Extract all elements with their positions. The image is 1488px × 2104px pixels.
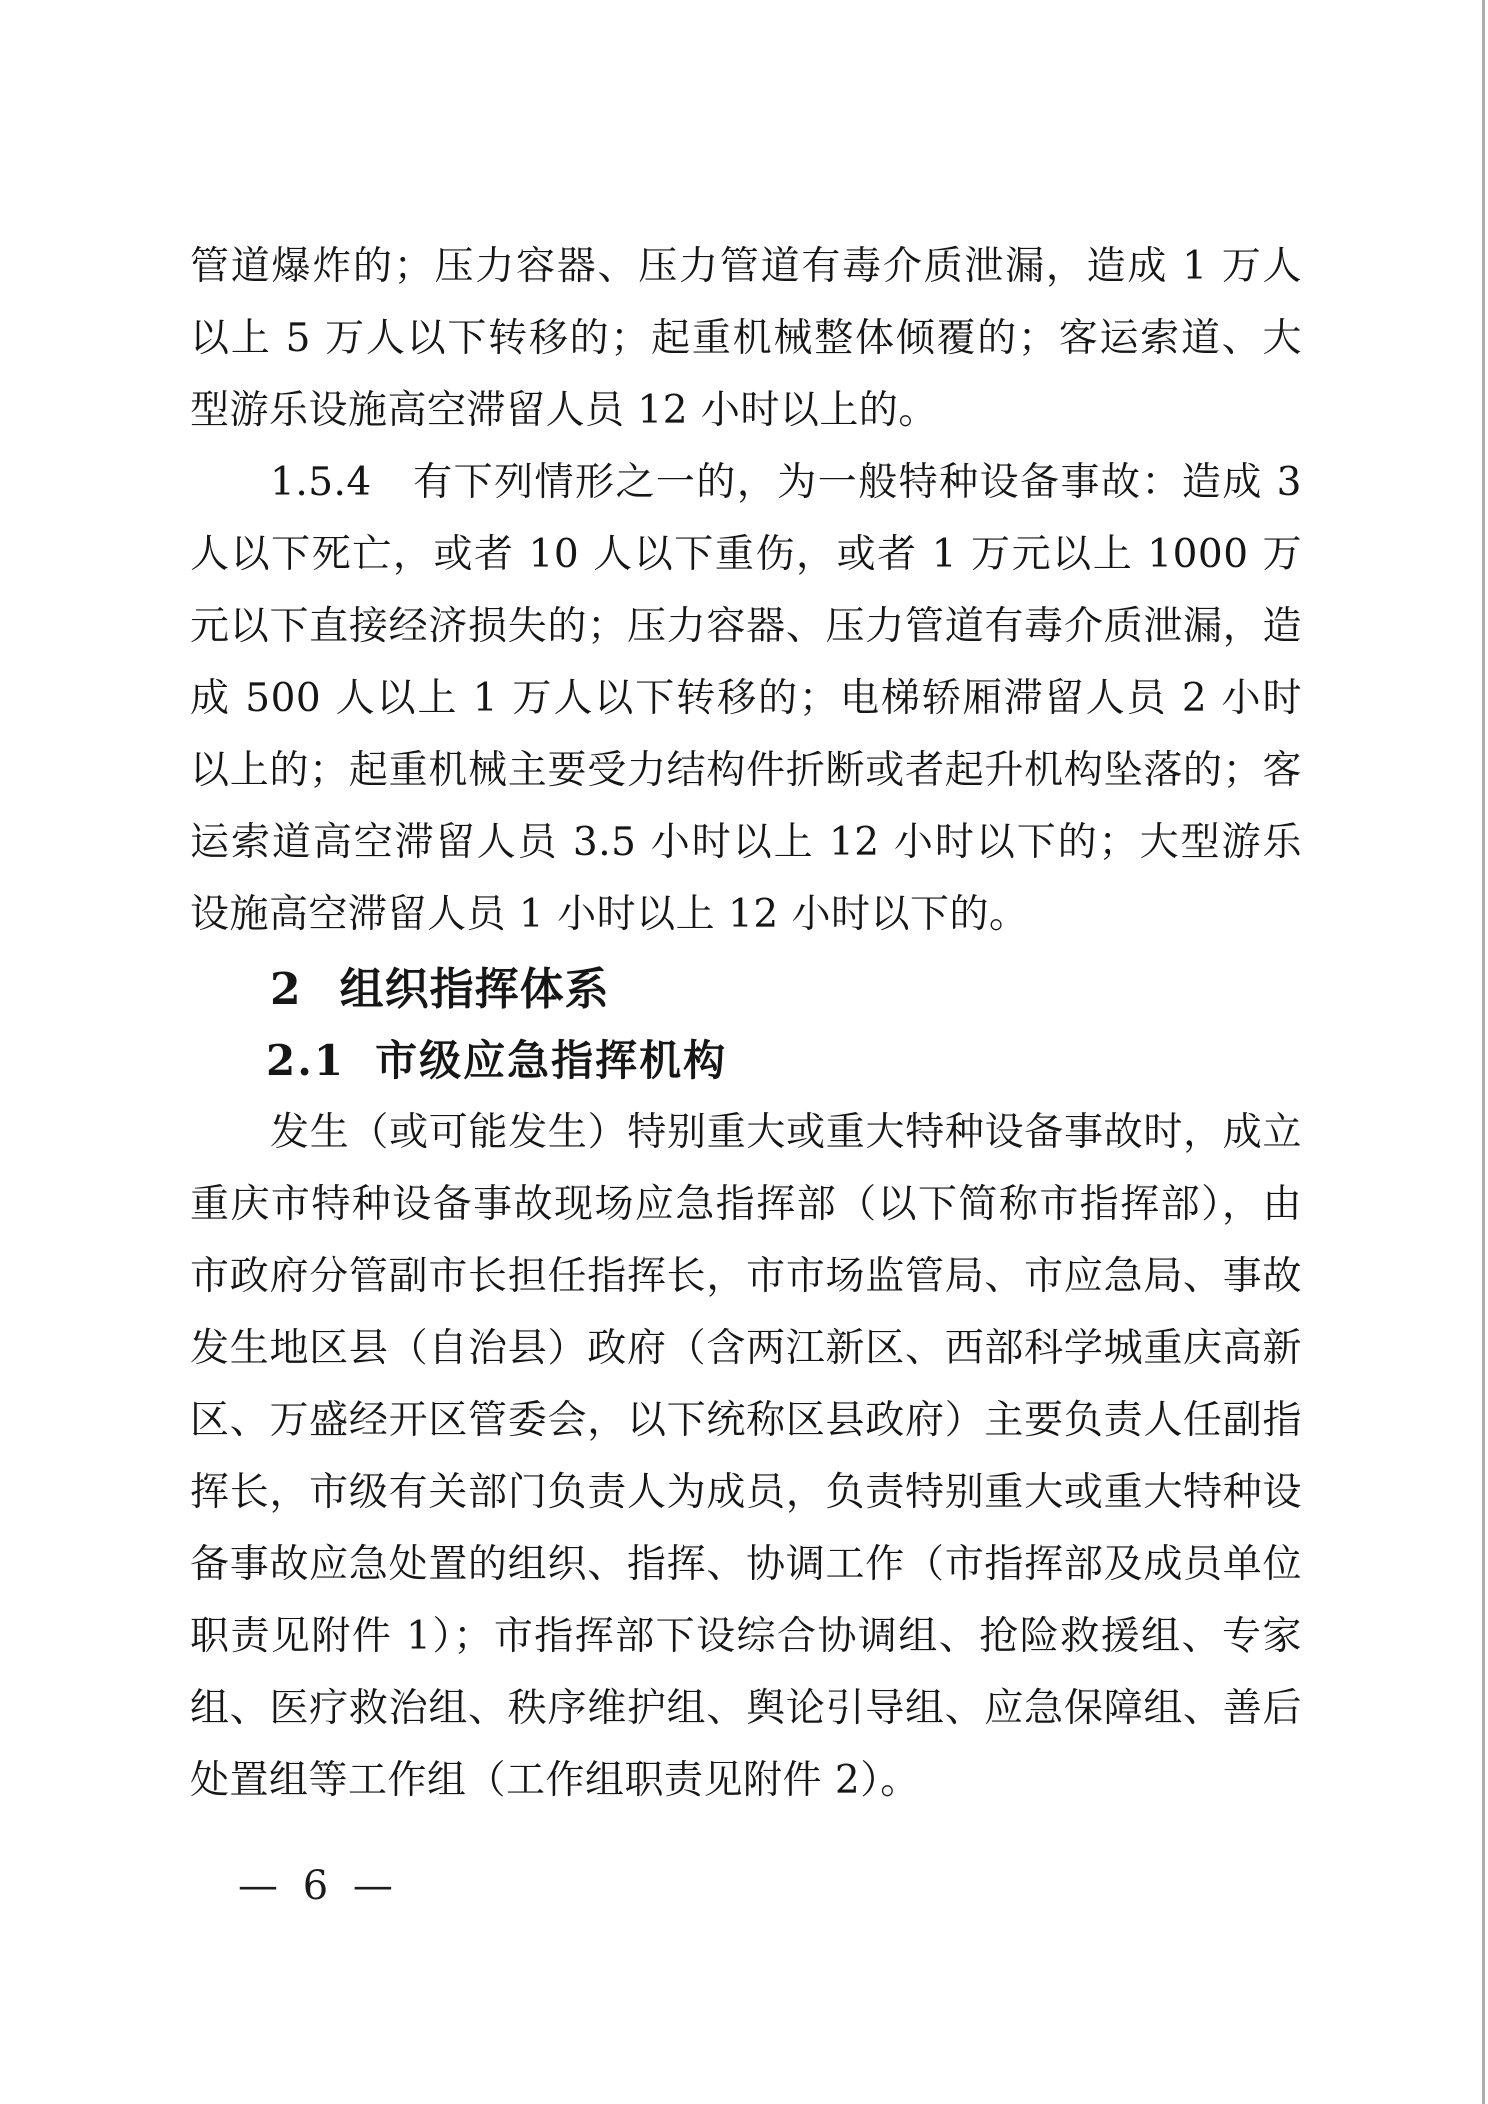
paragraph-2-1-body: 发生（或可能发生）特别重大或重大特种设备事故时，成立重庆市特种设备事故现场应急指挥部（以下简称市指挥部），由市政府分管副市长担任指挥长，市市场监管局、市应急局、事故发生地区县（自治县）政府（含两江新区、西部科学城重庆高新区、万盛经开区管委会，以下统称区县政府）主要负责人任副指挥长，市级有关部门负责人为成员，负责特别重大或重大特种设备事故应急处置的组织、指挥、协调工作（市指挥部及成员单位职责见附件 1）；市指挥部下设综合协调组、抢险救援组、专家组、医疗救治组、秩序维护组、舆论引导组、应急保障组、善后处置组等工作组（工作组职责见附件 2）。 (190, 1110, 1302, 1803)
paragraph-continuation: 管道爆炸的；压力容器、压力管道有毒介质泄漏，造成 1 万人以上 5 万人以下转移的；起重机械整体倾覆的；客运索道、大型游乐设施高空滞留人员 12 小时以上的。 (190, 244, 1302, 433)
page-number: — 6 — (238, 1863, 399, 1909)
scan-edge-line (1482, 0, 1485, 2104)
paragraph-1-5-4: 1.5.4 有下列情形之一的，为一般特种设备事故：造成 3 人以下死亡，或者 10 人以下重伤，或者 1 万元以上 1000 万元以下直接经济损失的；压力容器、压力管道有毒介质泄漏，造成 500 人以上 1 万人以下转移的；电梯轿厢滞留人员 2 小时以上的；起重机械主要受力结构件折断或者起升机构坠落的；客运索道高空滞留人员 3.5 小时以上 12 小时以下的；大型游乐设施高空滞留人员 1 小时以上 12 小时以下的。 (190, 460, 1302, 937)
section-heading-2-number: 2 (270, 964, 302, 1015)
section-heading-2-title: 组织指挥体系 (339, 964, 610, 1015)
section-heading-2-1 (190, 1025, 1302, 1097)
document-body (190, 231, 1302, 1817)
section-heading-2 (190, 955, 1302, 1025)
section-heading-2-1-number: 2.1 (266, 1036, 346, 1085)
section-heading-2-1-title: 市级应急指挥机构 (375, 1036, 728, 1085)
